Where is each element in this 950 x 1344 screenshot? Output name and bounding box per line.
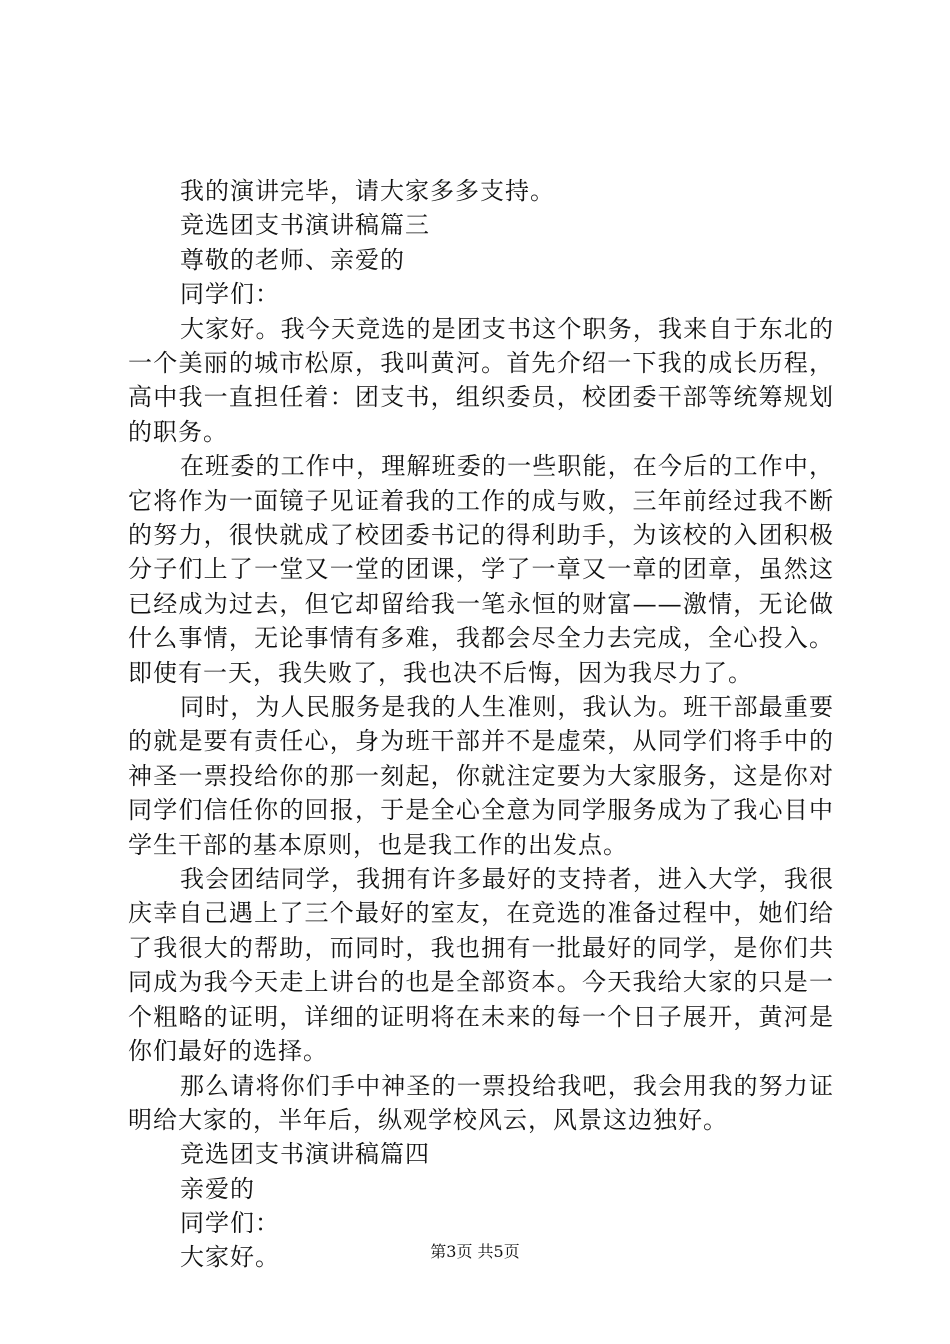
closing-line: 我的演讲完毕，请大家多多支持。 (180, 177, 555, 205)
page-number-footer: 第3页 共5页 (430, 1242, 520, 1261)
body-paragraph: 那么请将你们手中神圣的一票投给我吧，我会用我的努力证明给大家的，半年后，纵观学校风云，风景这边独好。 (128, 1071, 834, 1134)
salutation-line: 同学们： (180, 1209, 280, 1238)
salutation-line: 尊敬的老师、亲爱的 (180, 245, 405, 274)
body-paragraph: 我会团结同学，我拥有许多最好的支持者，进入大学，我很庆幸自己遇上了三个最好的室友，在竞选的准备过程中，她们给了我很大的帮助，而同时，我也拥有一批最好的同学，是你们共同成为我今天走上讲台的也是全部资本。今天我给大家的只是一个粗略的证明，详细的证明将在未来的每一个日子展开，黄河是你们最好的选择。 (128, 865, 834, 1066)
body-paragraph: 大家好。我今天竞选的是团支书这个职务，我来自于东北的一个美丽的城市松原，我叫黄河。首先介绍一下我的成长历程，高中我一直担任着：团支书，组织委员，校团委干部等统筹规划的职务。 (128, 314, 834, 446)
section-title: 竞选团支书演讲稿篇四 (180, 1140, 430, 1169)
salutation-line: 亲爱的 (180, 1174, 255, 1203)
body-paragraph: 在班委的工作中，理解班委的一些职能，在今后的工作中，它将作为一面镜子见证着我的工作的成与败，三年前经过我不断的努力，很快就成了校团委书记的得利助手，为该校的入团积极分子们上了一堂又一堂的团课，学了一章又一章的团章，虽然这已经成为过去，但它却留给我一笔永恒的财富——激情，无论做什么事情，无论事情有多难，我都会尽全力去完成，全心投入。即使有一天，我失败了，我也决不后悔，因为我尽力了。 (128, 452, 834, 687)
greeting-line: 大家好。 (180, 1243, 280, 1272)
document-body (128, 174, 834, 1275)
salutation-line: 同学们： (180, 280, 280, 309)
section-title: 竞选团支书演讲稿篇三 (180, 211, 430, 240)
body-paragraph: 同时，为人民服务是我的人生准则，我认为。班干部最重要的就是要有责任心，身为班干部并不是虚荣，从同学们将手中的神圣一票投给你的那一刻起，你就注定要为大家服务，这是你对同学们信任你的回报，于是全心全意为同学服务成为了我心目中学生干部的基本原则，也是我工作的出发点。 (128, 693, 834, 859)
